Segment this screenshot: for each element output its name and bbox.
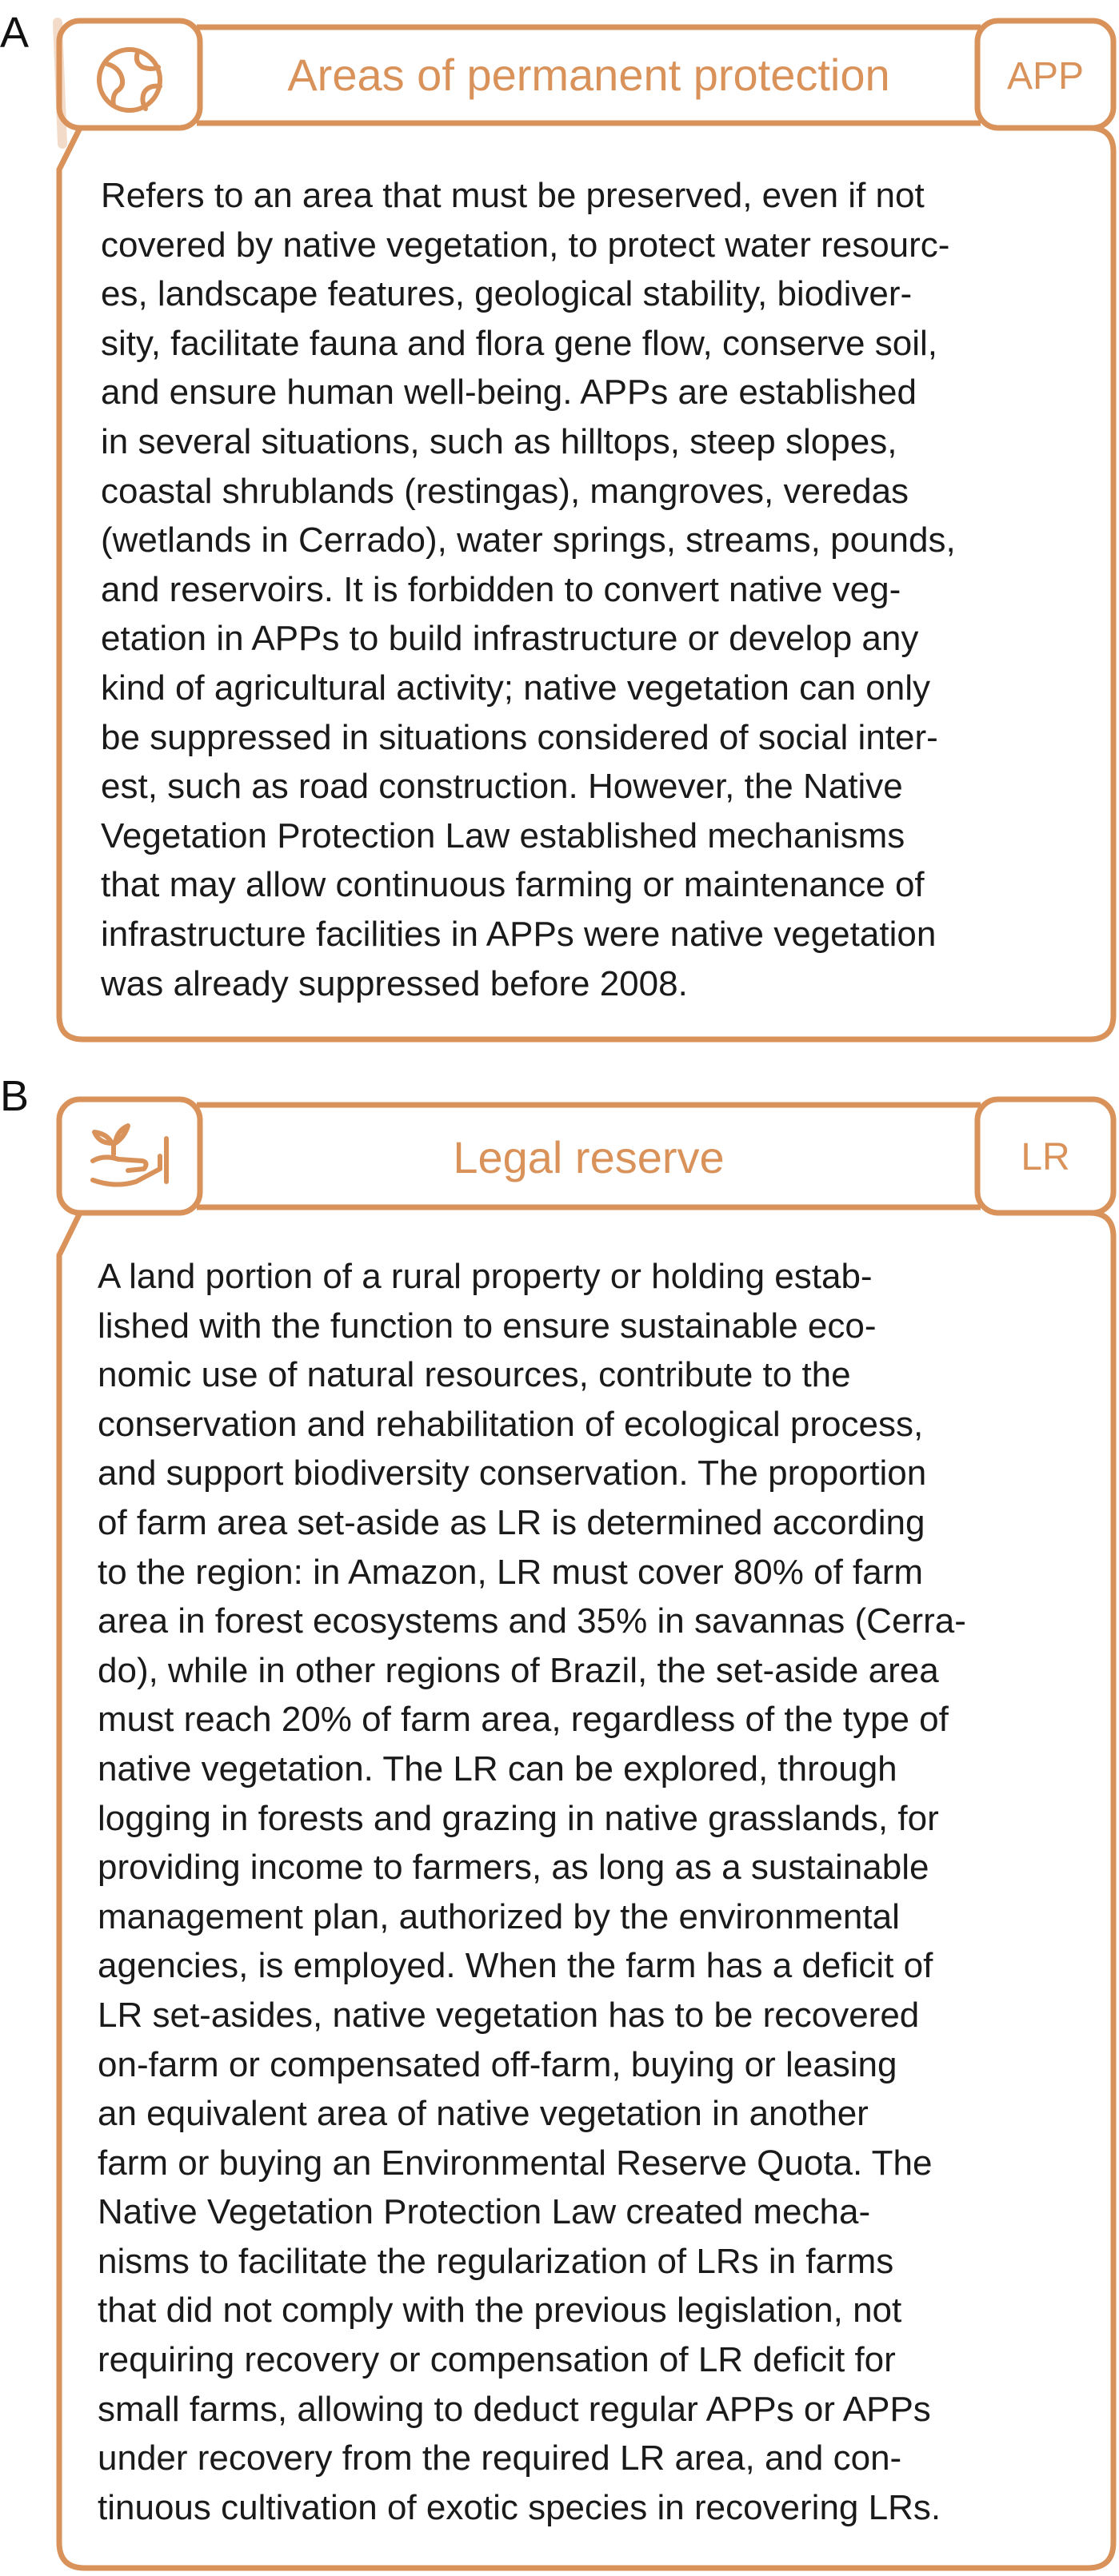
text-line: requiring recovery or compensation of LR deficit for — [98, 2340, 896, 2380]
text-line: of farm area set-aside as LR is determined according — [98, 1502, 925, 1542]
text-line: sity, facilitate fauna and flora gene flow, conserve soil, — [101, 323, 937, 363]
text-line: Refers to an area that must be preserved, even if not — [101, 176, 925, 215]
text-line: LR set-asides, native vegetation has to be recovered — [98, 1995, 920, 2035]
text-line: kind of agricultural activity; native vegetation can only — [101, 668, 931, 708]
text-line: small farms, allowing to deduct regular APPs or APPs — [98, 2389, 931, 2429]
text-line: under recovery from the required LR area, and con- — [98, 2438, 902, 2478]
text-line: farm or buying an Environmental Reserve Quota. The — [98, 2143, 933, 2183]
text-line: est, such as road construction. However, the Native — [101, 767, 903, 807]
text-line: do), while in other regions of Brazil, the set-aside area — [98, 1650, 939, 1690]
hand-sprout-icon — [83, 1115, 179, 1198]
text-line: was already suppressed before 2008. — [101, 963, 688, 1003]
panel-body-text — [98, 1252, 966, 2532]
text-line: A land portion of a rural property or holding estab- — [98, 1257, 873, 1296]
text-line: and support biodiversity conservation. The proportion — [98, 1453, 927, 1493]
text-line: providing income to farmers, as long as a sustainable — [98, 1848, 929, 1888]
text-line: tinuous cultivation of exotic species in recovering LRs. — [98, 2487, 941, 2527]
text-line: conservation and rehabilitation of ecological process, — [98, 1404, 924, 1444]
text-line: covered by native vegetation, to protect water resourc- — [101, 225, 950, 265]
globe-icon — [90, 40, 170, 120]
text-line: infrastructure facilities in APPs were native vegetation — [101, 914, 937, 954]
text-line: in several situations, such as hilltops, steep slopes, — [101, 421, 897, 461]
text-line: (wetlands in Cerrado), water springs, streams, pounds, — [101, 520, 956, 560]
text-line: agencies, is employed. When the farm has a deficit of — [98, 1946, 933, 1986]
text-line: Vegetation Protection Law established mechanisms — [101, 815, 905, 855]
text-line: that may allow continuous farming or maintenance of — [101, 865, 925, 905]
text-line: management plan, authorized by the environmental — [98, 1896, 900, 1936]
text-line: nisms to facilitate the regularization of LRs in farms — [98, 2241, 894, 2281]
panel-body-text — [101, 171, 956, 1008]
panel-abbreviation: APP — [1006, 55, 1085, 98]
text-line: must reach 20% of farm area, regardless of the type of — [98, 1700, 949, 1740]
text-line: and reservoirs. It is forbidden to convert native veg- — [101, 569, 901, 609]
text-line: coastal shrublands (restingas), mangroves, veredas — [101, 471, 909, 511]
text-line: on-farm or compensated off-farm, buying or leasing — [98, 2044, 897, 2084]
text-line: native vegetation. The LR can be explored, through — [98, 1749, 897, 1788]
panel-letter: B — [0, 1072, 30, 1120]
text-line: logging in forests and grazing in native grasslands, for — [98, 1798, 939, 1838]
text-line: area in forest ecosystems and 35% in savannas (Cerra- — [98, 1601, 966, 1641]
text-line: Native Vegetation Protection Law created mecha- — [98, 2192, 871, 2232]
panel-title: Areas of permanent protection — [287, 50, 890, 100]
text-line: and ensure human well-being. APPs are established — [101, 373, 917, 413]
panel-abbreviation: LR — [1021, 1136, 1070, 1178]
text-line: an equivalent area of native vegetation in another — [98, 2094, 869, 2134]
panel-letter: A — [0, 9, 30, 57]
text-line: nomic use of natural resources, contribute to the — [98, 1355, 851, 1395]
panel-title: Legal reserve — [453, 1132, 725, 1182]
text-line: es, landscape features, geological stability, biodiver- — [101, 274, 913, 314]
text-line: that did not comply with the previous legislation, not — [98, 2291, 902, 2331]
text-line: be suppressed in situations considered of social inter- — [101, 717, 938, 757]
text-line: lished with the function to ensure sustainable eco- — [98, 1306, 877, 1346]
text-line: to the region: in Amazon, LR must cover 80% of farm — [98, 1552, 924, 1592]
text-line: etation in APPs to build infrastructure or develop any — [101, 619, 919, 659]
